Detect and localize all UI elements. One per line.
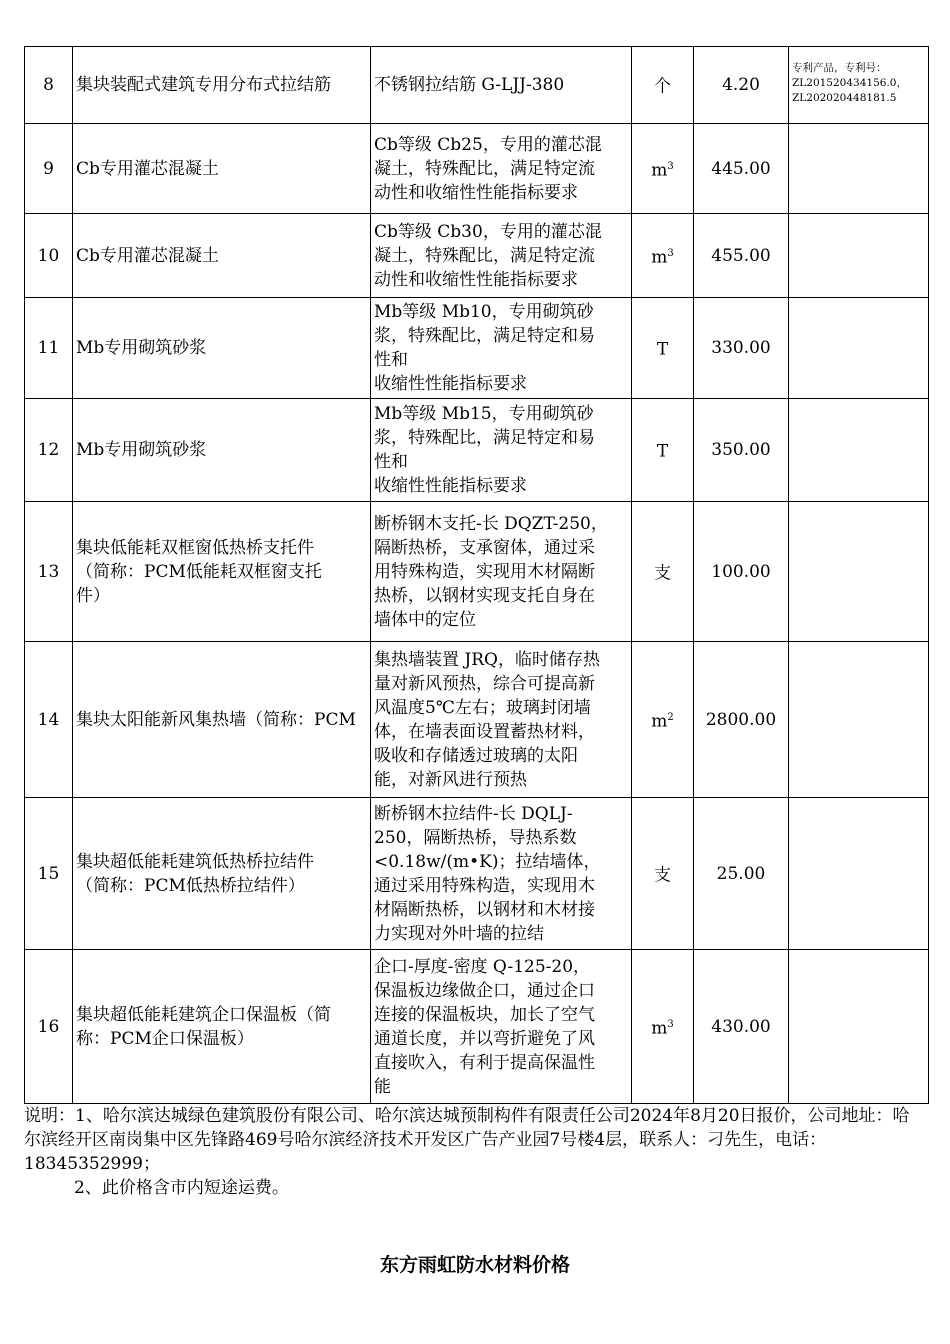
unit <box>632 642 694 798</box>
row-number: 10 <box>25 214 73 298</box>
unit-base: T <box>656 441 669 462</box>
price: 445.00 <box>694 124 789 214</box>
product-name: 集块装配式建筑专用分布式拉结筋 <box>73 47 371 124</box>
table-row <box>25 950 929 1104</box>
unit-exponent: 3 <box>667 247 674 259</box>
unit <box>632 502 694 642</box>
product-spec: Cb等级 Cb25，专用的灌芯混 凝土，特殊配比，满足特定流 动性和收缩性性能指标要求 <box>371 124 632 214</box>
price: 350.00 <box>694 399 789 502</box>
product-spec: 断桥钢木拉结件-长 DQLJ- 250，隔断热桥，导热系数 <0.18w/(m•K)；拉结墙体， 通过采用特殊构造，实现用木 材隔断热桥，以钢材和木材接 力实现对外叶墙的拉结 <box>371 798 632 950</box>
remark <box>789 502 929 642</box>
note-1: 说明：1、哈尔滨达城绿色建筑股份有限公司、哈尔滨达城预制构件有限责任公司2024年8月20日报价，公司地址：哈尔滨经开区南岗集中区先锋路469号哈尔滨经济技术开发区广告产业园7号楼4层，联系人：刁先生，电话：18345352999； <box>24 1106 910 1174</box>
product-spec: 集热墙装置 JRQ，临时储存热 量对新风预热，综合可提高新 风温度5℃左右；玻璃封闭墙 体，在墙表面设置蓄热材料， 吸收和存储透过玻璃的太阳 能，对新风进行预热 <box>371 642 632 798</box>
product-name: 集块超低能耗建筑企口保温板（简 称：PCM企口保温板） <box>73 950 371 1104</box>
unit-base: T <box>656 339 669 360</box>
unit-base: 支 <box>654 865 671 886</box>
price: 4.20 <box>694 47 789 124</box>
remark <box>789 950 929 1104</box>
remark <box>789 214 929 298</box>
row-number: 16 <box>25 950 73 1104</box>
unit <box>632 950 694 1104</box>
row-number: 13 <box>25 502 73 642</box>
table-row <box>25 47 929 124</box>
price: 25.00 <box>694 798 789 950</box>
unit-base: m <box>651 247 668 268</box>
table-row <box>25 798 929 950</box>
price: 2800.00 <box>694 642 789 798</box>
product-name: 集块超低能耗建筑低热桥拉结件 （简称：PCM低热桥拉结件） <box>73 798 371 950</box>
unit-base: m <box>651 160 668 181</box>
remark <box>789 298 929 399</box>
product-name: 集块太阳能新风集热墙（简称：PCM <box>73 642 371 798</box>
table-row <box>25 642 929 798</box>
remark <box>789 399 929 502</box>
table-row <box>25 214 929 298</box>
row-number: 11 <box>25 298 73 399</box>
table-row <box>25 124 929 214</box>
product-spec: Mb等级 Mb10，专用砌筑砂 浆，特殊配比，满足特定和易 性和 收缩性性能指标要求 <box>371 298 632 399</box>
product-spec: Mb等级 Mb15，专用砌筑砂 浆，特殊配比，满足特定和易 性和 收缩性性能指标要求 <box>371 399 632 502</box>
price: 100.00 <box>694 502 789 642</box>
unit-exponent: 3 <box>667 160 674 172</box>
unit-base: m <box>651 1018 668 1039</box>
remark <box>789 124 929 214</box>
product-name: Mb专用砌筑砂浆 <box>73 298 371 399</box>
price-table <box>24 46 929 1104</box>
unit-base: m <box>651 711 668 732</box>
product-spec: 企口-厚度-密度 Q-125-20， 保温板边缘做企口，通过企口 连接的保温板块，加长了空气 通道长度，并以弯折避免了风 直接吹入，有利于提高保温性 能 <box>371 950 632 1104</box>
product-name: Mb专用砌筑砂浆 <box>73 399 371 502</box>
remark <box>789 798 929 950</box>
row-number: 9 <box>25 124 73 214</box>
product-name: Cb专用灌芯混凝土 <box>73 214 371 298</box>
notes <box>24 1104 926 1200</box>
row-number: 15 <box>25 798 73 950</box>
row-number: 8 <box>25 47 73 124</box>
row-number: 14 <box>25 642 73 798</box>
product-name: 集块低能耗双框窗低热桥支托件 （简称：PCM低能耗双框窗支托 件） <box>73 502 371 642</box>
price: 330.00 <box>694 298 789 399</box>
unit <box>632 124 694 214</box>
section-title: 东方雨虹防水材料价格 <box>379 1254 570 1276</box>
unit <box>632 399 694 502</box>
product-spec: Cb等级 Cb30，专用的灌芯混 凝土，特殊配比，满足特定流 动性和收缩性性能指标要求 <box>371 214 632 298</box>
price: 455.00 <box>694 214 789 298</box>
remark: 专利产品，专利号： ZL201520434156.0， ZL202020448181.5 <box>789 47 929 124</box>
product-name: Cb专用灌芯混凝土 <box>73 124 371 214</box>
unit <box>632 47 694 124</box>
unit-exponent: 3 <box>667 1018 674 1030</box>
table-row <box>25 502 929 642</box>
row-number: 12 <box>25 399 73 502</box>
unit-base: 支 <box>654 563 671 584</box>
unit-exponent: 2 <box>667 711 674 723</box>
unit <box>632 214 694 298</box>
price: 430.00 <box>694 950 789 1104</box>
table-row <box>25 298 929 399</box>
unit-base: 个 <box>654 76 671 97</box>
unit <box>632 798 694 950</box>
product-spec: 不锈钢拉结筋 G-LJJ-380 <box>371 47 632 124</box>
note-2: 2、此价格含市内短途运费。 <box>74 1178 289 1198</box>
unit <box>632 298 694 399</box>
product-spec: 断桥钢木支托-长 DQZT-250， 隔断热桥，支承窗体，通过采 用特殊构造，实现用木材隔断 热桥，以钢材实现支托自身在 墙体中的定位 <box>371 502 632 642</box>
table-row <box>25 399 929 502</box>
remark <box>789 642 929 798</box>
